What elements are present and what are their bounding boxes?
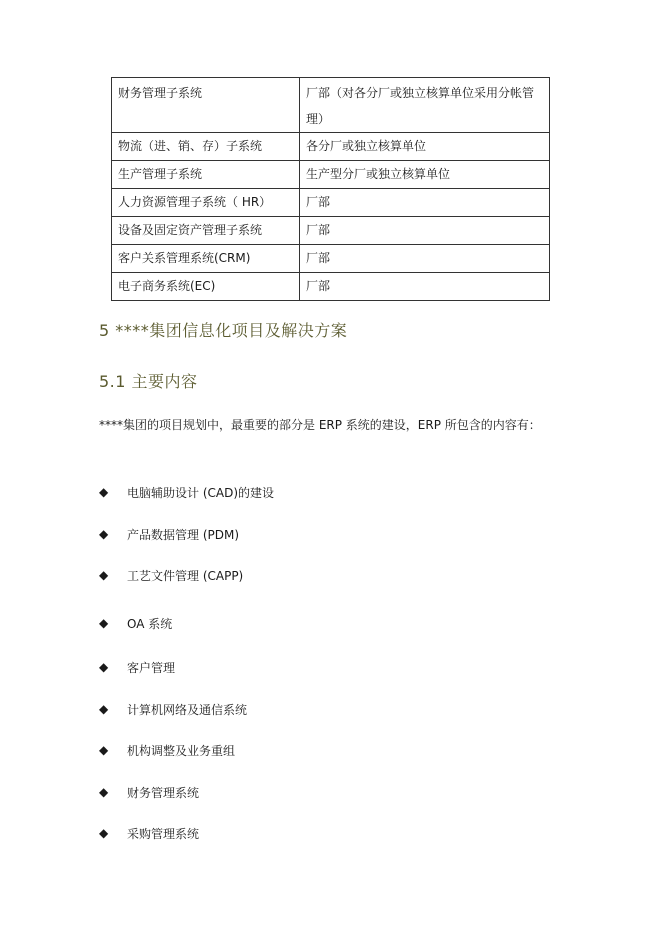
- list-item: [99, 736, 235, 764]
- list-item: [99, 478, 274, 506]
- diamond-bullet-icon: ◆: [99, 568, 109, 582]
- diamond-bullet-icon: ◆: [99, 616, 109, 630]
- list-item-text: 财务管理系统: [127, 785, 200, 800]
- system-cell: 物流（进、销、存）子系统: [112, 133, 300, 161]
- scope-cell: 各分厂或独立核算单位: [300, 133, 550, 161]
- system-cell: 客户关系管理系统(CRM): [112, 245, 300, 273]
- table-row: [112, 217, 550, 245]
- list-item-text: OA 系统: [127, 616, 173, 631]
- system-scope-table: [111, 77, 550, 301]
- list-item-text: 工艺文件管理 (CAPP): [127, 568, 244, 583]
- diamond-bullet-icon: ◆: [99, 743, 109, 757]
- table-row: [112, 133, 550, 161]
- list-item: [99, 609, 172, 637]
- diamond-bullet-icon: ◆: [99, 785, 109, 799]
- table-row: [112, 245, 550, 273]
- system-cell: 电子商务系统(EC): [112, 273, 300, 301]
- list-item-text: 采购管理系统: [127, 826, 200, 841]
- list-item-text: 客户管理: [127, 660, 176, 675]
- scope-cell: 厂部: [300, 273, 550, 301]
- section-5-1-heading: 5.1 主要内容: [99, 372, 198, 391]
- table-row: [112, 78, 550, 133]
- system-cell: 人力资源管理子系统（ HR）: [112, 189, 300, 217]
- scope-cell: 厂部: [300, 217, 550, 245]
- diamond-bullet-icon: ◆: [99, 660, 109, 674]
- scope-cell: 厂部: [300, 189, 550, 217]
- list-item: [99, 653, 175, 681]
- list-item-text: 机构调整及业务重组: [127, 743, 236, 758]
- diamond-bullet-icon: ◆: [99, 702, 109, 716]
- table-row: [112, 273, 550, 301]
- system-cell: 财务管理子系统: [112, 78, 300, 133]
- diamond-bullet-icon: ◆: [99, 527, 109, 541]
- list-item: [99, 695, 247, 723]
- table-row: [112, 189, 550, 217]
- list-item: [99, 778, 199, 806]
- intro-paragraph: ****集团的项目规划中，最重要的部分是 ERP 系统的建设，ERP 所包含的内容有：: [99, 418, 541, 432]
- list-item: [99, 561, 243, 589]
- table-row: [112, 161, 550, 189]
- diamond-bullet-icon: ◆: [99, 485, 109, 499]
- system-cell: 设备及固定资产管理子系统: [112, 217, 300, 245]
- system-cell: 生产管理子系统: [112, 161, 300, 189]
- list-item-text: 计算机网络及通信系统: [127, 702, 248, 717]
- list-item: [99, 520, 239, 548]
- list-item-text: 产品数据管理 (PDM): [127, 527, 240, 542]
- scope-cell: 厂部（对各分厂或独立核算单位采用分帐管理）: [300, 78, 550, 133]
- section-5-heading: 5 ****集团信息化项目及解决方案: [99, 321, 348, 340]
- scope-cell: 厂部: [300, 245, 550, 273]
- diamond-bullet-icon: ◆: [99, 826, 109, 840]
- list-item-text: 电脑辅助设计 (CAD)的建设: [127, 485, 275, 500]
- list-item: [99, 819, 199, 847]
- scope-cell: 生产型分厂或独立核算单位: [300, 161, 550, 189]
